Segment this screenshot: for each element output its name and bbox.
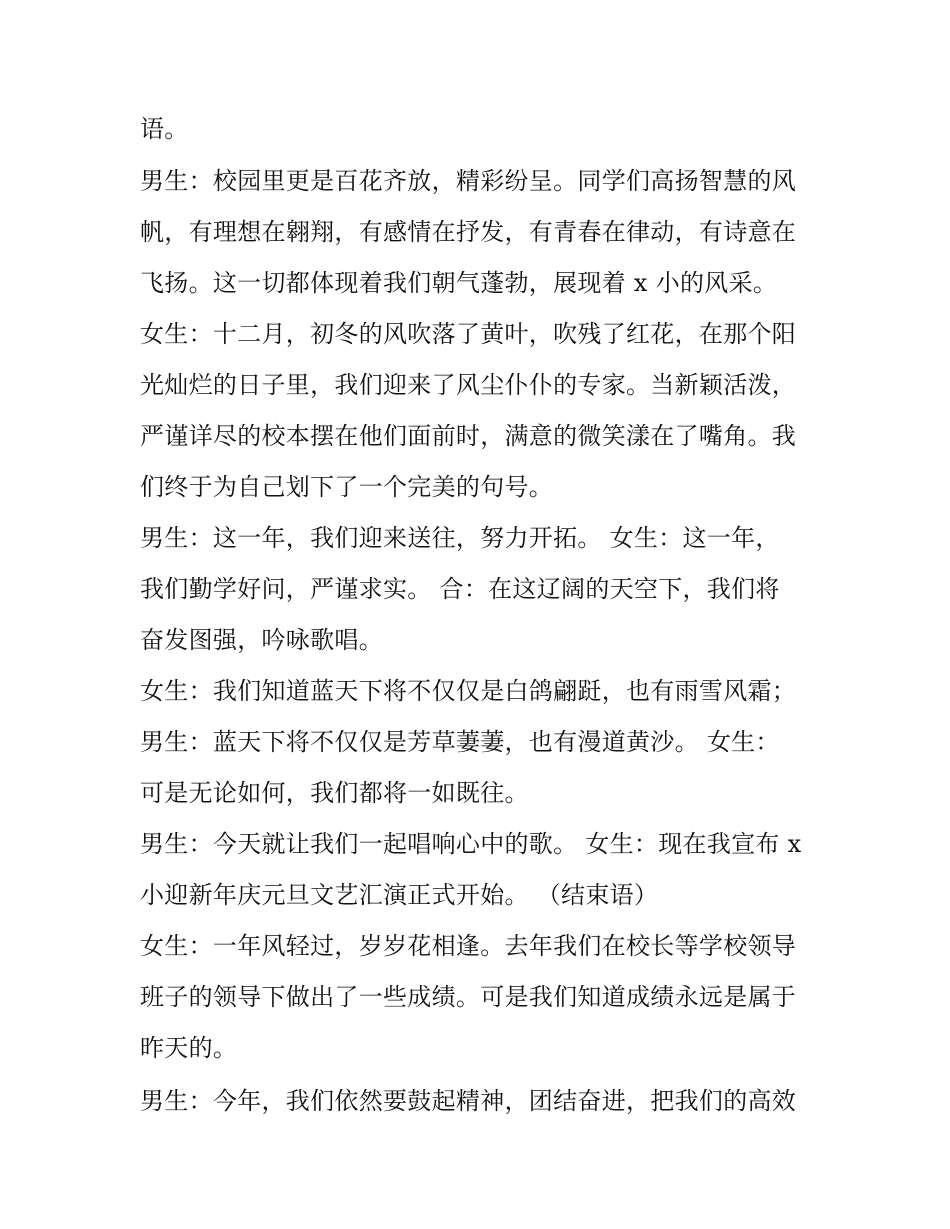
- text-line: 女生：十二月，初冬的风吹落了黄叶，吹残了红花，在那个阳: [140, 320, 797, 348]
- text-line: 男生：蓝天下将不仅仅是芳草萋萋，也有漫道黄沙。 女生：: [140, 728, 780, 756]
- text-line: 可是无论如何，我们都将一如既往。: [140, 779, 529, 807]
- text-line: 们终于为自己划下了一个完美的句号。: [140, 473, 554, 501]
- text-line: 班子的领导下做出了一些成绩。可是我们知道成绩永远是属于: [140, 983, 797, 1011]
- text-line: 奋发图强，吟咏歌唱。: [140, 626, 383, 654]
- text-line: 女生：一年风轻过，岁岁花相逢。去年我们在校长等学校领导: [140, 932, 797, 960]
- text-line: 小迎新年庆元旦文艺汇演正式开始。 （结束语）: [140, 881, 659, 909]
- text-line: 男生：校园里更是百花齐放，精彩纷呈。同学们高扬智慧的风: [140, 167, 797, 195]
- text-line: 严谨详尽的校本摆在他们面前时，满意的微笑漾在了嘴角。我: [140, 422, 797, 450]
- text-line: 昨天的。: [140, 1034, 238, 1062]
- text-line: 男生：今年，我们依然要鼓起精神，团结奋进，把我们的高效: [140, 1087, 797, 1115]
- text-line: 光灿烂的日子里，我们迎来了风尘仆仆的专家。当新颖活泼，: [140, 371, 797, 399]
- text-line: 女生：我们知道蓝天下将不仅仅是白鸽翩跹，也有雨雪风霜；: [140, 677, 797, 705]
- text-line: 飞扬。这一切都体现着我们朝气蓬勃，展现着 x 小的风采。: [140, 269, 778, 297]
- text-line: 语。: [140, 115, 189, 143]
- text-line: 我们勤学好问，严谨求实。 合：在这辽阔的天空下，我们将: [140, 575, 780, 603]
- text-line: 帆，有理想在翱翔，有感情在抒发，有青春在律动，有诗意在: [140, 218, 797, 246]
- text-line: 男生：这一年，我们迎来送往，努力开拓。 女生：这一年，: [140, 524, 780, 552]
- text-line: 男生：今天就让我们一起唱响心中的歌。 女生：现在我宣布 x: [140, 830, 802, 858]
